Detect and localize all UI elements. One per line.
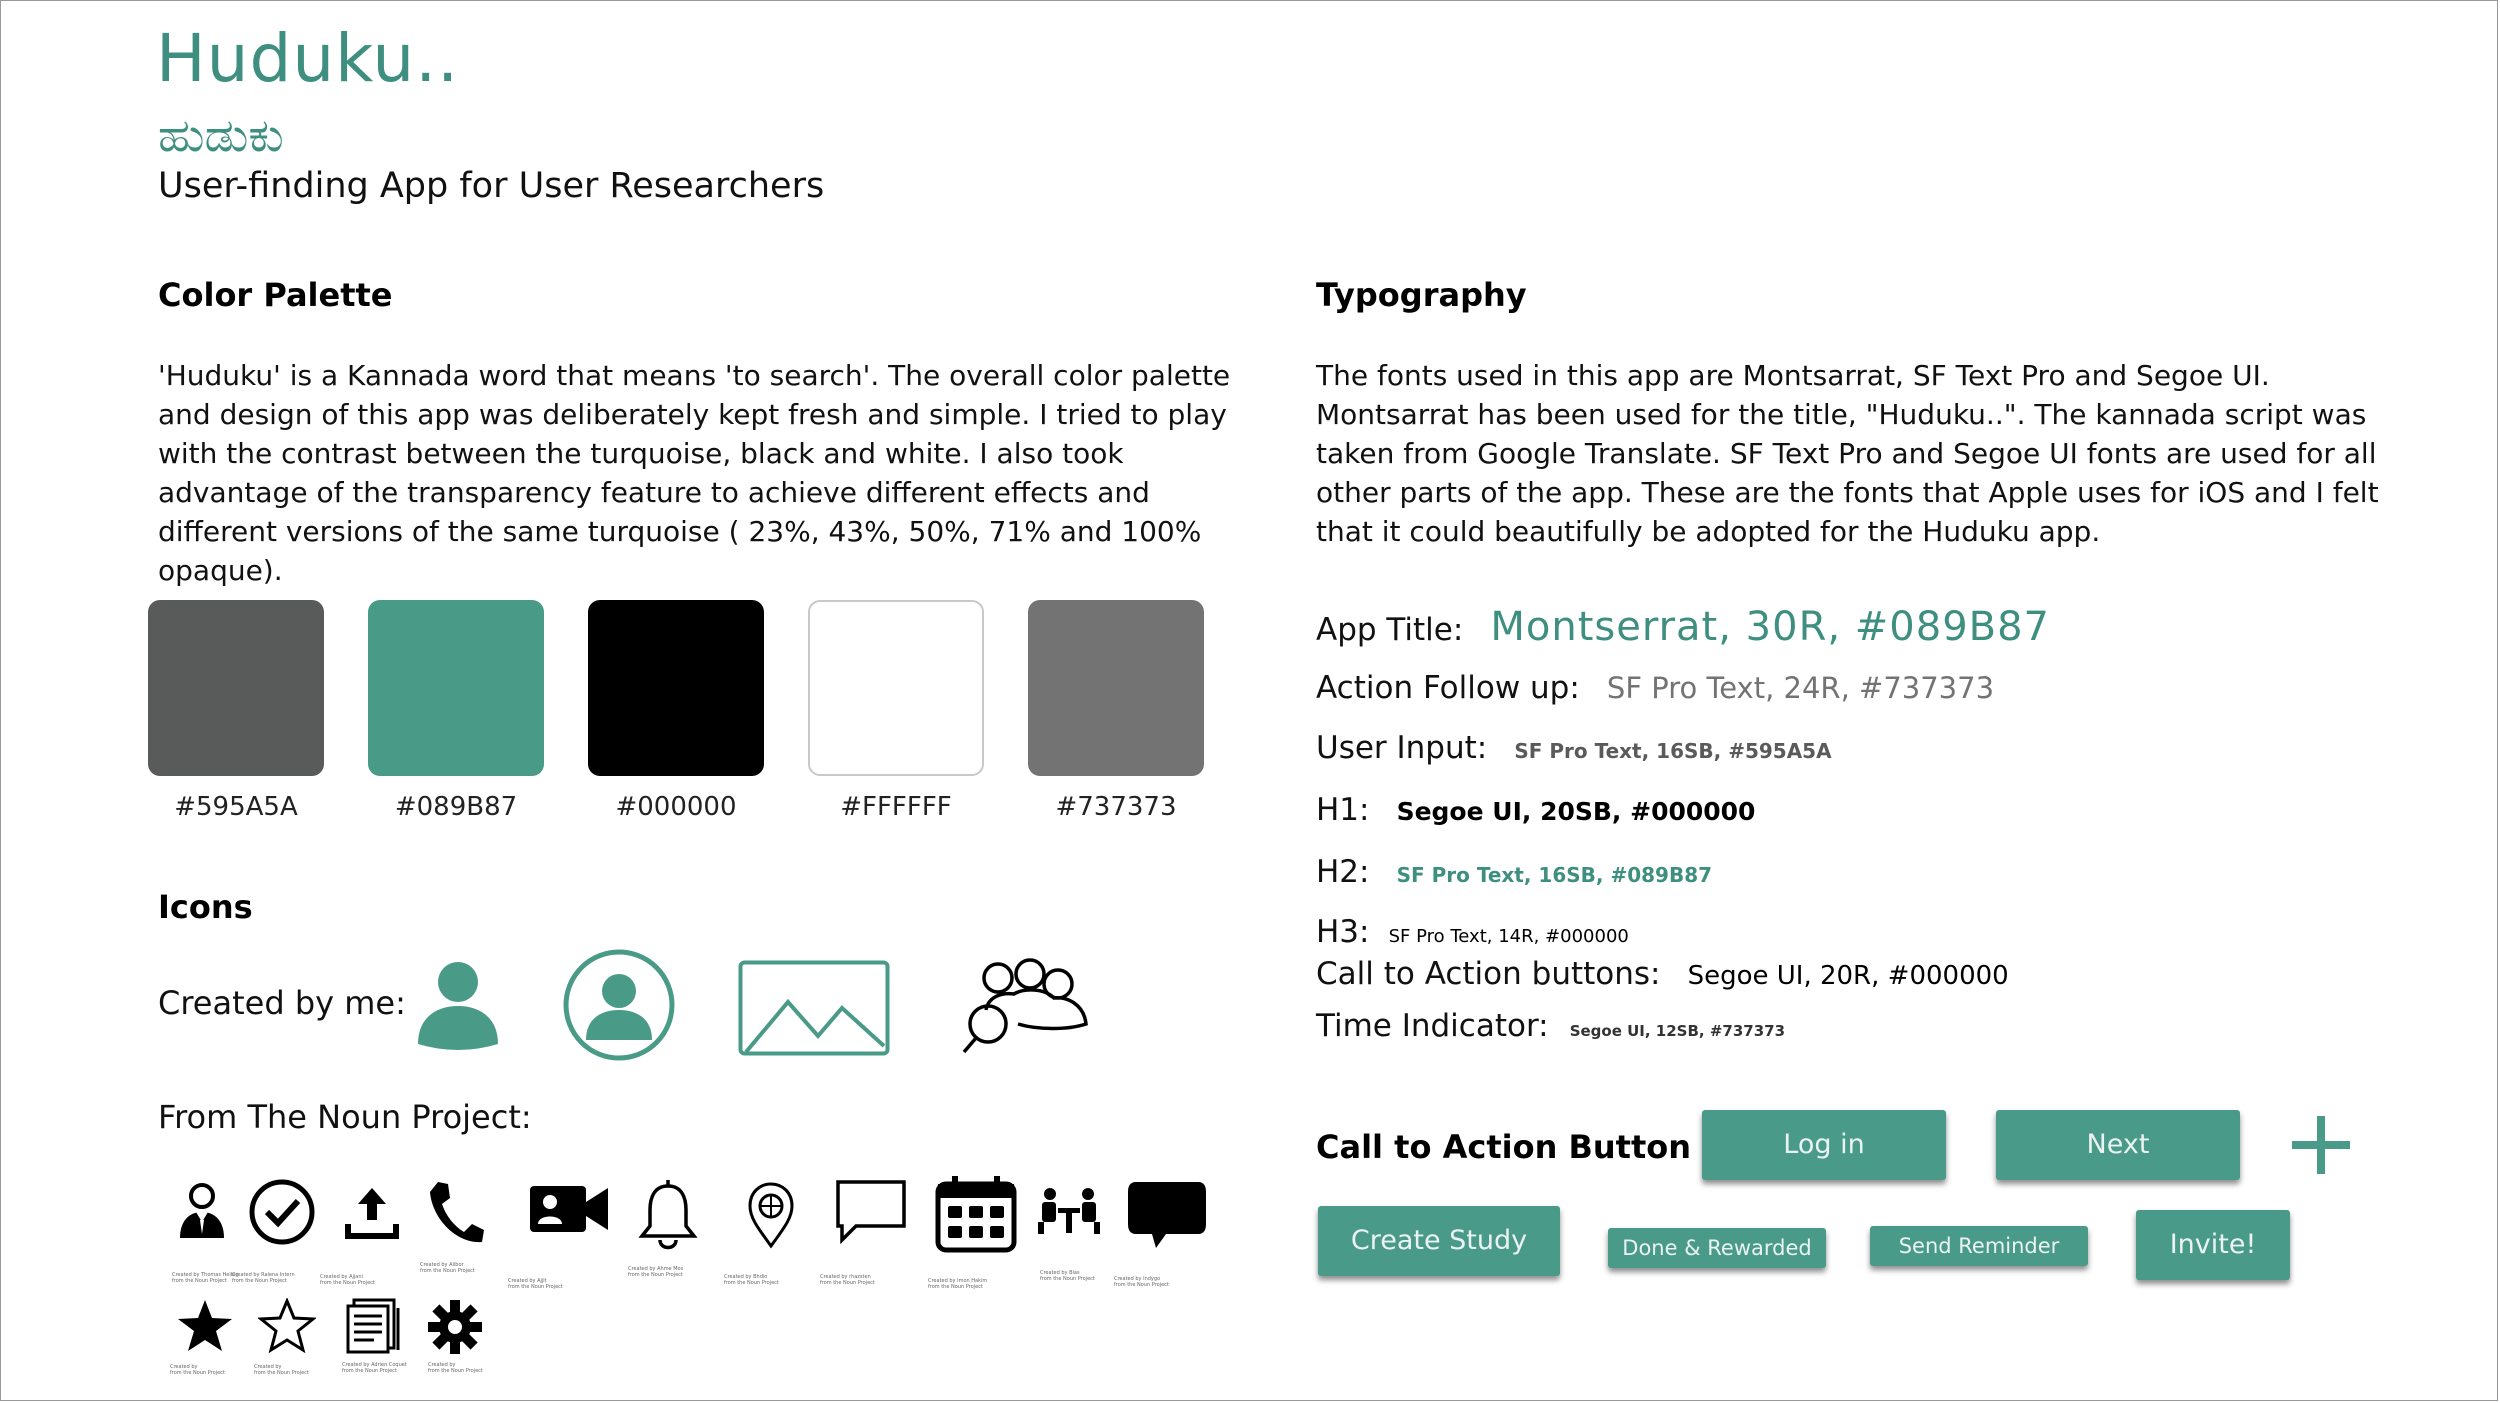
create-study-button[interactable]: Create Study: [1318, 1206, 1560, 1276]
typo-spec-label: Call to Action buttons:: [1316, 956, 1661, 992]
icon-credit: Created by Ajjani from the Noun Project: [320, 1274, 375, 1286]
icon-credit: Created by Bhdio from the Noun Project: [724, 1274, 779, 1286]
typo-spec-sample: SF Pro Text, 16SB, #595A5A: [1514, 739, 1832, 763]
cta-heading: Call to Action Button: [1316, 1128, 1692, 1166]
plus-icon[interactable]: [2290, 1114, 2352, 1176]
businessman-icon: [172, 1182, 232, 1242]
swatch-label: #FFFFFF: [840, 792, 952, 822]
icon-credit: Created by Thomas Helbig from the Noun Project: [172, 1272, 239, 1284]
upload-icon: [344, 1184, 400, 1240]
typo-spec-label: H3:: [1316, 914, 1370, 950]
typo-spec-app-title: [1316, 604, 2050, 650]
icon-credit: Created by from the Noun Project: [428, 1362, 483, 1374]
swatch-595a5a: [148, 600, 324, 776]
typo-spec-cta-buttons: [1316, 956, 2009, 992]
icon-credit: Created by Ahme Mos from the Noun Project: [628, 1266, 684, 1278]
user-group-search-icon: [958, 958, 1094, 1060]
phone-icon: [426, 1178, 486, 1250]
swatch-label: #000000: [615, 792, 737, 822]
typo-spec-sample: SF Pro Text, 14R, #000000: [1388, 926, 1629, 947]
document-list-icon: [344, 1298, 404, 1354]
checkmark-circle-icon: [248, 1178, 316, 1246]
person-circle-icon: [562, 948, 676, 1062]
typo-spec-sample: Segoe UI, 20R, #000000: [1687, 961, 2009, 991]
typo-spec-label: Time Indicator:: [1316, 1008, 1549, 1044]
swatch-000000: [588, 600, 764, 776]
typo-spec-label: H2:: [1316, 854, 1370, 890]
color-palette-heading: Color Palette: [158, 276, 393, 314]
gear-icon: [428, 1300, 482, 1354]
typography-description: The fonts used in this app are Montsarrat, SF Text Pro and Segoe UI. Montsarrat has been used for the title, "Huduku..". The kannada script was taken from Google Translate. SF Text Pro and Segoe UI fonts are used for all other parts of the app. These are the fonts that Apple uses for iOS and I felt that it could beautifully be adopted for the Huduku app.: [1316, 359, 2379, 548]
typo-spec-label: H1:: [1316, 792, 1370, 828]
icon-credit: Created by Indygo from the Noun Project: [1114, 1276, 1169, 1288]
star-filled-icon: [176, 1298, 234, 1354]
typo-spec-action-follow-up: [1316, 670, 1994, 706]
typo-spec-sample: Segoe UI, 12SB, #737373: [1569, 1022, 1786, 1040]
swatch-737373: [1028, 600, 1204, 776]
app-title: Huduku..: [156, 20, 460, 97]
location-pin-icon: [744, 1180, 798, 1250]
swatch-label: #737373: [1055, 792, 1177, 822]
noun-project-label: From The Noun Project:: [158, 1098, 532, 1136]
done-rewarded-button[interactable]: Done & Rewarded: [1608, 1228, 1826, 1268]
icon-credit: Created by Blas from the Noun Project: [1040, 1270, 1095, 1282]
bell-icon: [638, 1180, 698, 1252]
typo-spec-label: Action Follow up:: [1316, 670, 1580, 706]
color-palette-description: 'Huduku' is a Kannada word that means 'to search'. The overall color palette and design of this app was deliberately kept fresh and simple. I tried to play with the contrast between the turquoise, black and white. I also took advantage of the transparency feature to achieve different effects and different versions of the same turquoise ( 23%, 43%, 50%, 71% and 100% opaque).: [158, 359, 1231, 587]
swatch-ffffff: [808, 600, 984, 776]
typo-spec-sample: SF Pro Text, 24R, #737373: [1606, 671, 1995, 705]
star-outline-icon: [258, 1298, 316, 1354]
meeting-icon: [1036, 1186, 1102, 1236]
send-reminder-button[interactable]: Send Reminder: [1870, 1226, 2088, 1266]
invite-button[interactable]: Invite!: [2136, 1210, 2290, 1280]
icon-credit: Created by Ralena Intern from the Noun Project: [232, 1272, 295, 1284]
app-title-kannada: ಹುಡುಕು: [158, 108, 284, 162]
icon-credit: Created by Ajjit from the Noun Project: [508, 1278, 563, 1290]
typo-spec-user-input: [1316, 730, 1832, 766]
typo-spec-h2: [1316, 854, 1712, 890]
chat-bubble-outline-icon: [834, 1178, 908, 1244]
typography-heading: Typography: [1316, 276, 1527, 314]
swatch-089b87: [368, 600, 544, 776]
icon-credit: Created by Alibor from the Noun Project: [420, 1262, 475, 1274]
typo-spec-label: App Title:: [1316, 612, 1464, 648]
icon-credit: Created by from the Noun Project: [254, 1364, 309, 1376]
swatch-label: #595A5A: [174, 792, 298, 822]
image-landscape-icon: [738, 960, 890, 1056]
icon-credit: Created by Adrien Coquet from the Noun Project: [342, 1362, 407, 1374]
icon-credit: Created by Imon Hakim from the Noun Project: [928, 1278, 988, 1290]
next-button[interactable]: Next: [1996, 1110, 2240, 1180]
app-subtitle: User-finding App for User Researchers: [158, 166, 825, 206]
typo-spec-h1: [1316, 792, 1755, 828]
typo-spec-time-indicator: [1316, 1008, 1785, 1044]
login-button[interactable]: Log in: [1702, 1110, 1946, 1180]
icon-credit: Created by from the Noun Project: [170, 1364, 225, 1376]
video-camera-icon: [528, 1184, 610, 1234]
typo-spec-sample: Montserrat, 30R, #089B87: [1490, 604, 2050, 650]
swatch-label: #089B87: [394, 792, 518, 822]
typo-spec-h3: [1316, 914, 1629, 950]
typo-spec-sample: Segoe UI, 20SB, #000000: [1396, 797, 1756, 826]
calendar-icon: [934, 1174, 1018, 1254]
icon-credit: Created by rhazsten from the Noun Project: [820, 1274, 875, 1286]
person-icon: [414, 958, 502, 1050]
created-by-me-label: Created by me:: [158, 984, 406, 1022]
icons-heading: Icons: [158, 888, 253, 926]
typo-spec-label: User Input:: [1316, 730, 1488, 766]
chat-bubble-filled-icon: [1126, 1180, 1208, 1250]
typo-spec-sample: SF Pro Text, 16SB, #089B87: [1396, 863, 1713, 887]
